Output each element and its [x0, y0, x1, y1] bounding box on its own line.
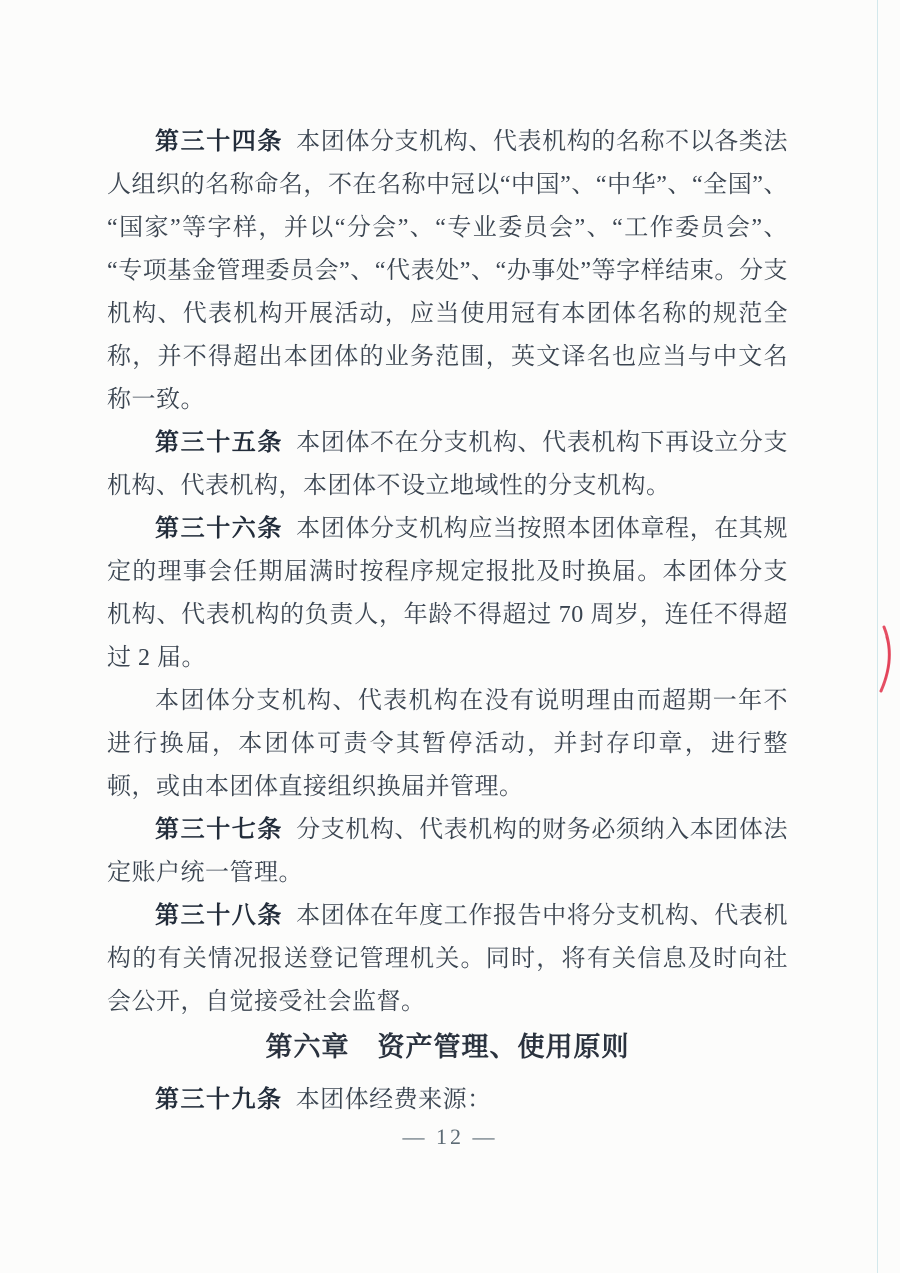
- article-number: 第三十九条: [155, 1087, 283, 1113]
- article-paragraph: 第三十五条 本团体不在分支机构、代表机构下再设立分支机构、代表机构，本团体不设立地域性的分支机构。: [107, 430, 789, 499]
- article-paragraph: 第三十八条 本团体在年度工作报告中将分支机构、代表机构的有关情况报送登记管理机关。同时，将有关信息及时向社会公开，自觉接受社会监督。: [107, 903, 789, 1015]
- page-number: — 12 —: [402, 1124, 498, 1149]
- article-paragraph: 本团体分支机构、代表机构在没有说明理由而超期一年不进行换届，本团体可责令其暂停活动，并封存印章，进行整顿，或由本团体直接组织换届并管理。: [107, 688, 788, 800]
- chapter-heading: 第六章 资产管理、使用原则: [265, 1032, 630, 1062]
- document-body: [107, 121, 788, 1122]
- article-paragraph: 第三十七条 分支机构、代表机构的财务必须纳入本团体法定账户统一管理。: [107, 817, 789, 886]
- article-number: 第三十六条: [155, 516, 283, 542]
- article-paragraph: 第三十六条 本团体分支机构应当按照本团体章程，在其规定的理事会任期届满时按程序规定报批及时换届。本团体分支机构、代表机构的负责人，年龄不得超过 70 周岁，连任不得超过 2 届。: [107, 516, 789, 671]
- article-number: 第三十五条: [155, 430, 283, 456]
- article-number: 第三十七条: [155, 817, 283, 843]
- article-paragraph: 第三十九条 本团体经费来源：: [155, 1087, 492, 1113]
- article-paragraph: 第三十四条 本团体分支机构、代表机构的名称不以各类法人组织的名称命名，不在名称中冠以“中国”、“中华”、“全国”、“国家”等字样，并以“分会”、“专业委员会”、“工作委员会”、“专项基金管理委员会”、“代表处”、“办事处”等字样结束。分支机构、代表机构开展活动，应当使用冠有本团体名称的规范全称，并不得超出本团体的业务范围，英文译名也应当与中文名称一致。: [107, 129, 789, 413]
- red-seal-arc-mark: [876, 623, 900, 695]
- scan-edge-artifact: [877, 0, 878, 1273]
- article-number: 第三十四条: [155, 129, 283, 155]
- article-number: 第三十八条: [155, 903, 283, 929]
